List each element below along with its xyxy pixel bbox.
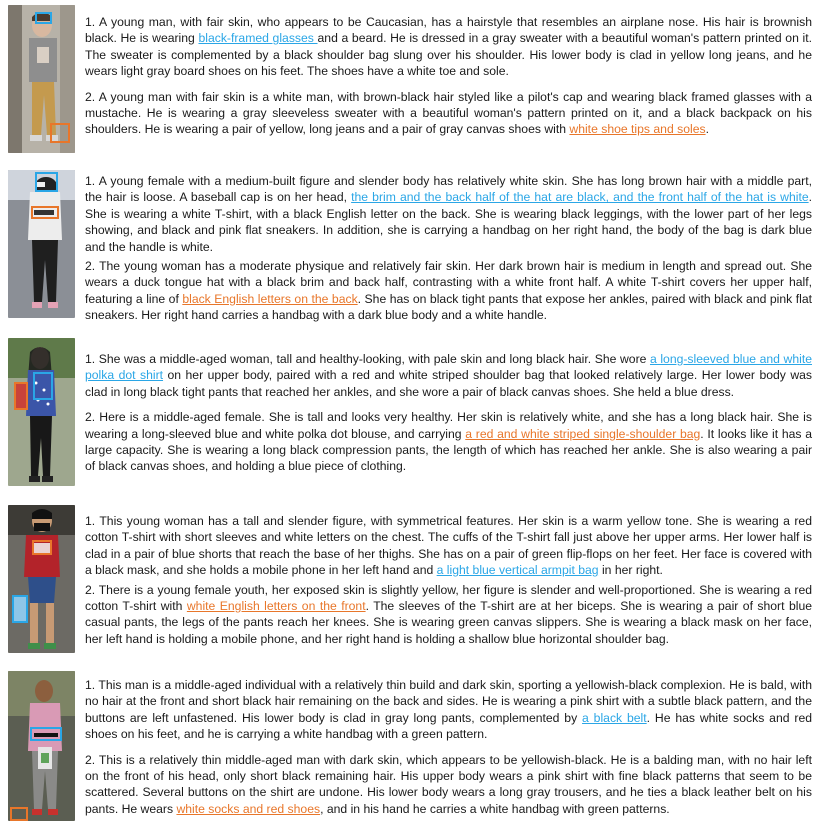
person-photo [8,170,75,318]
person-photo [8,505,75,653]
person-photo [8,338,75,486]
caption-1: 1. A young female with a medium-built figure and slender body has relatively white skin. She has long brown hair with a middle part, the hair is loose. A baseball cap is on her head, the brim and the back half of the hat are black, and the front half of the hat is white. She is wearing a white T-shirt, with a black English letter on the back. She is wearing black leggings, with the lower part of her legs showing, and black and pink flat sneakers. In addition, she is carrying a handbag on her right hand, the body of the bag is dark blue and the handle is white. [85,174,813,254]
attribute-highlight: black English letters on the back [182,291,358,306]
attribute-highlight: the brim and the back half of the hat are black, and the front half of the hat is white [351,190,809,205]
caption-2: 2. This is a relatively thin middle-aged man with dark skin, which appears to be yellowish-black. He is a balding man, with no hair left on the front of his head, only short black remaining hair. His upper body wears a pink shirt with fine black patterns that seem to be scattered. Several buttons on the shirt are undone. His lower body wears a long gray trousers, and he ties a black leather belt on his pants. He wears white socks and red shoes, and in his hand he carries a white handbag with green patterns. [85,752,812,816]
highlight-box-letters [31,206,59,219]
attribute-highlight: white English letters on the front [186,599,366,614]
highlight-box-shoes [10,807,28,821]
highlight-box-armpit-bag [12,595,28,623]
attribute-highlight: a black belt [582,710,647,725]
person-photo [8,5,75,153]
person-figure [8,338,75,486]
caption-2: 2. There is a young female youth, her exposed skin is slightly yellow, her figure is slender and well-proportioned. She is wearing a red cotton T-shirt with white English letters on the front. The sleeves of the T-shirt are at her biceps. She is wearing a pair of short blue casual pants, the legs of the pants reach her knees. She is wearing green canvas slippers. She is wearing a black mask on her face, her left hand is holding a mobile phone, and her right hand is holding a shallow blue horizontal shoulder bag. [85,582,812,646]
attribute-highlight: a long-sleeved blue and white polka dot shirt [85,352,812,383]
person-figure [8,671,75,821]
caption-1: 1. This young woman has a tall and slender figure, with symmetrical features. Her skin is a warm yellow tone. She is wearing a red cotton T-shirt with short sleeves and white letters on the chest. The cuffs of the T-shirt fall just above her upper arms. Her lower half is clad in a pair of blue shorts that reach the base of her thighs. She has on a pair of green flip-flops on her feet. Her face is covered with a black mask, and she holds a mobile phone in her left hand and a light blue vertical armpit bag in her right. [85,514,812,578]
person-photo [8,671,75,821]
attribute-highlight: a light blue vertical armpit bag [436,563,599,578]
caption-2: 2. A young man with fair skin is a white man, with brown-black hair styled like a pilot's cap and wearing black framed glasses with a mustache. He is wearing a gray sleeveless sweater with a beautiful woman's pattern printed on it, and a black backpack on his shoulders. He is wearing a pair of yellow, long jeans and a pair of gray canvas shoes with white shoe tips and soles. [85,89,812,137]
description [85,677,812,817]
person-figure [8,505,75,653]
person-figure [8,170,75,318]
highlight-box-glasses [35,12,52,24]
attribute-highlight: white shoe tips and soles [569,122,706,137]
caption-2: 2. Here is a middle-aged female. She is tall and looks very healthy. Her skin is relatively white, and she has a long black hair. She is wearing a long-sleeved blue and white polka dot blouse, and carrying a red and white striped single-shoulder bag. It looks like it has a large capacity. She is wearing a long black compression pants, the length of which has reached her ankle. She is also wearing a pair of black canvas shoes, and holding a blue piece of clothing. [85,410,812,474]
attribute-highlight: a red and white striped single-shoulder bag [465,426,701,441]
description [85,513,812,647]
caption-1: 1. She was a middle-aged woman, tall and healthy-looking, with pale skin and long black hair. She wore a long-sleeved blue and white polka dot shirt on her upper body, paired with a red and white striped shoulder bag that looked relatively large. Her lower body was clad in long black tight pants that reached her ankles, and she wore a pair of black canvas shoes. She held a blue dress. [85,352,813,399]
description [85,14,812,138]
description [85,173,812,324]
highlight-box-bag [14,382,28,410]
attribute-highlight: black-framed glasses [198,31,318,46]
attribute-highlight: white socks and red shoes [176,801,321,816]
highlight-box-shoes [50,123,70,143]
caption-1: 1. A young man, with fair skin, who appears to be Caucasian, has a hairstyle that resembles an airplane nose. His hair is brownish black. He is wearing black-framed glasses and a beard. He is dressed in a gray sweater with a beautiful woman's pattern printed on it. The sweater is complemented by a black shoulder bag slung over his shoulder. His lower body is clad in yellow long jeans, and he wears light gray board shoes on his feet. The shoes have a white toe and sole. [85,15,812,79]
description [85,351,812,475]
highlight-box-belt [30,727,62,741]
caption-1: 1. This man is a middle-aged individual with a relatively thin build and dark skin, sporting a yellowish-black complexion. He is bald, with no hair at the front and short black hair remaining on the back and sides. He is wearing a pink shirt with a subtle black pattern, and the buttons are left unfastened. His lower body is clad in gray long pants, complemented by a black belt. He has white socks and red shoes on his feet, and he is carrying a white handbag with a green pattern. [85,678,812,742]
highlight-box-letters [32,540,52,555]
highlight-box-hat [35,172,58,192]
highlight-box-shirt [33,372,53,400]
caption-2: 2. The young woman has a moderate physique and relatively fair skin. Her dark brown hair is medium in length and spread out. She wears a duck tongue hat with a black brim and back half, contrasting with a white front half. A white T-shirt covers her upper half, featuring a line of black English letters on the back. She has on black tight pants that expose her ankles, paired with black and pink flat sneakers. Her right hand carries a handbag with a dark blue body and a white handle. [85,259,812,323]
